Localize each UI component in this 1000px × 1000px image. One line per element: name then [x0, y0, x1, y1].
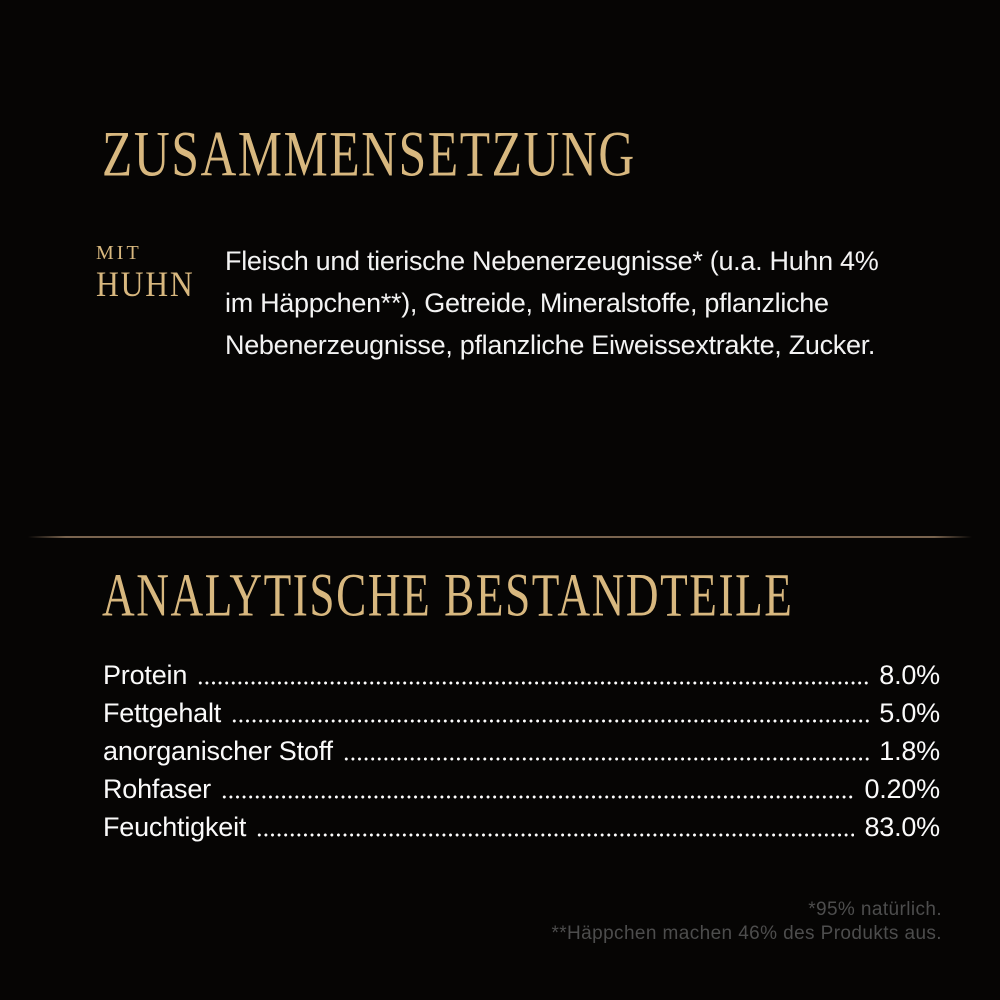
row-value: 1.8% [879, 735, 940, 766]
row-value: 0.20% [864, 773, 940, 804]
composition-body-line: Nebenerzeugnisse, pflanzliche Eiweissextrakte, Zucker. [225, 330, 876, 360]
variant-mit-label: MIT [96, 242, 142, 264]
section-divider [28, 536, 972, 538]
row-label: Protein [103, 659, 188, 690]
composition-body-line: Fleisch und tierische Nebenerzeugnisse* (u.a. Huhn 4% [225, 246, 879, 276]
footnotes [551, 898, 942, 946]
table-row [103, 808, 940, 846]
footnote-chunks: **Häppchen machen 46% des Produkts aus. [551, 923, 942, 944]
row-value: 8.0% [879, 659, 940, 690]
dotted-leader [221, 795, 854, 799]
table-row [103, 694, 940, 732]
composition-heading: ZUSAMMENSETZUNG [102, 118, 636, 191]
analysis-table [103, 656, 940, 846]
table-row [103, 770, 940, 808]
row-value: 83.0% [864, 811, 940, 842]
table-row [103, 656, 940, 694]
table-row [103, 732, 940, 770]
dotted-leader [256, 833, 854, 837]
dotted-leader [231, 719, 869, 723]
dotted-leader [197, 681, 869, 685]
dotted-leader [343, 757, 869, 761]
row-label: Feuchtigkeit [103, 811, 247, 842]
composition-body-line: im Häppchen**), Getreide, Mineralstoffe, pflanzliche [225, 288, 829, 318]
analysis-heading: ANALYTISCHE BESTANDTEILE [102, 560, 794, 630]
row-value: 5.0% [879, 697, 940, 728]
composition-body [225, 240, 878, 366]
row-label: Rohfaser [103, 773, 211, 804]
footnote-natural: *95% natürlich. [808, 899, 942, 920]
row-label: Fettgehalt [103, 697, 222, 728]
row-label: anorganischer Stoff [103, 735, 333, 766]
variant-huhn-label: HUHN [96, 264, 195, 304]
variant-badge [96, 243, 208, 302]
